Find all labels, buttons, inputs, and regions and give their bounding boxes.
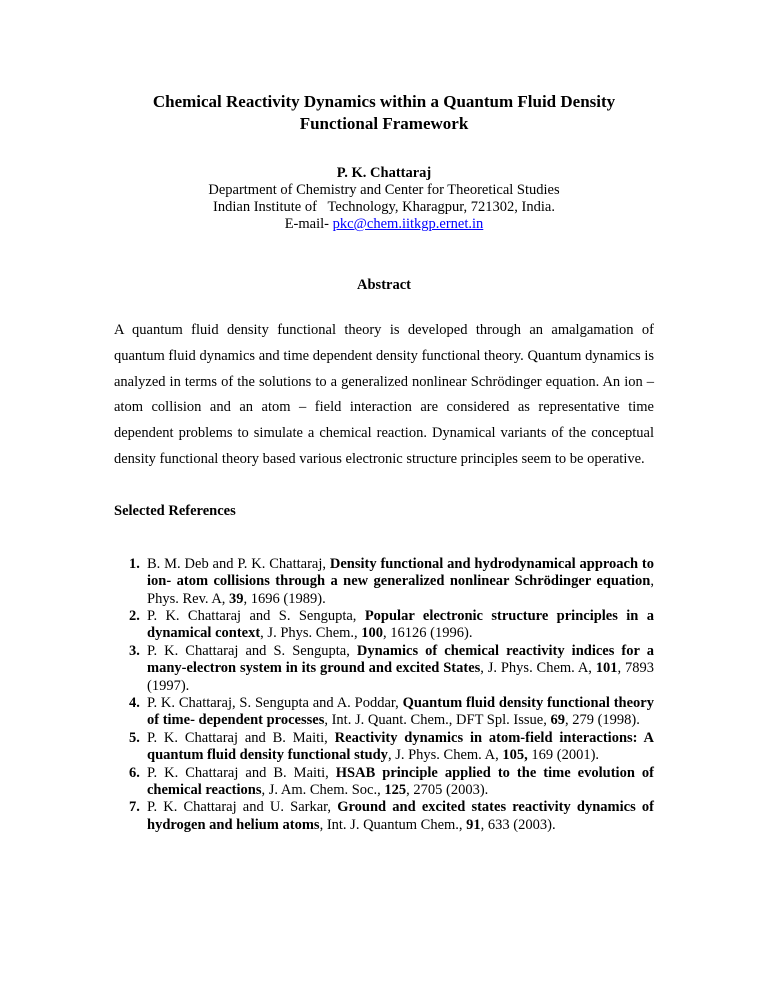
reference-text-segment: , 1696 (1989). [243,590,326,607]
reference-title-segment: 125 [384,782,407,799]
email-line [114,216,654,233]
paper-title: Chemical Reactivity Dynamics within a Quantum Fluid Density Functional Framework [152,92,616,133]
affiliation-line-1: Department of Chemistry and Center for Theoretical Studies [208,182,560,198]
references-heading: Selected References [114,502,236,519]
reference-text-segment: , Int. J. Quant. Chem., DFT Spl. Issue, [324,712,551,729]
reference-title-segment: Dynamics of chemical reactivity indices for a many-electron system in its ground and excited States [147,642,654,677]
reference-text-segment: P. K. Chattaraj and B. Maiti, [147,764,336,781]
reference-item [114,799,654,834]
abstract-text: A quantum fluid density functional theory is developed through an amalgamation of quantum fluid dynamics and time dependent density functional theory. Quantum dynamics is analyzed in terms of the solutions to a generalized nonlinear Schrödinger equation. An ion – atom collision and an atom – field interaction are considered as representative time dependent problems to simulate a chemical reaction. Dynamical variants of the conceptual density functional theory based various electronic structure principles seem to be operative. [114,322,654,467]
reference-text-segment: , 7893 (1997). [147,660,654,694]
author-name: P. K. Chattaraj [336,165,432,181]
reference-number: 5. [129,729,140,746]
reference-item [114,608,654,643]
reference-title-segment: 100 [361,625,384,642]
reference-item [114,643,654,695]
reference-number: 1. [129,555,140,572]
references-list [114,556,654,835]
reference-item [114,730,654,765]
reference-number: 6. [129,764,140,781]
author-block [114,165,654,233]
reference-text-segment: , Int. J. Quantum Chem., [319,816,467,833]
reference-title-segment: Quantum fluid density functional theory of time- dependent processes [147,695,654,729]
email-link[interactable]: pkc@chem.iitkgp.ernet.in [332,216,484,232]
reference-number: 2. [129,608,140,624]
reference-text-segment: , J. Am. Chem. Soc., [261,782,385,799]
reference-title-segment: 105, [502,747,528,764]
reference-title-segment: 69 [550,712,565,729]
reference-title-segment: 39 [229,590,244,607]
reference-number: 3. [129,642,140,659]
abstract-heading: Abstract [357,277,411,293]
affiliation-line-2: Indian Institute of Technology, Kharagpur, 721302, India. [213,199,555,215]
reference-text-segment: , J. Phys. Chem., [260,625,362,642]
reference-text-segment: 169 (2001). [527,747,600,764]
reference-item [114,765,654,800]
reference-text-segment: P. K. Chattaraj and S. Sengupta, [147,642,357,659]
reference-title-segment: Popular electronic structure principles in a dynamical context [147,608,654,642]
reference-text-segment: , 279 (1998). [564,712,640,729]
reference-text-segment: P. K. Chattaraj, S. Sengupta and A. Poddar, [147,695,403,712]
reference-text-segment: P. K. Chattaraj and U. Sarkar, [147,799,338,816]
reference-item [114,556,654,608]
reference-text-segment: , 2705 (2003). [406,782,489,799]
reference-item [114,695,654,730]
reference-title-segment: Reactivity dynamics in atom-field interactions: A quantum fluid density functional study [147,729,654,764]
email-label: E-mail- [284,216,333,232]
reference-text-segment: P. K. Chattaraj and B. Maiti, [147,729,335,746]
reference-title-segment: Ground and excited states reactivity dynamics of hydrogen and helium atoms [147,799,654,833]
reference-title-segment: Density functional and hydrodynamical approach to ion- atom collisions through a new generalized nonlinear Schrödinger equation [147,555,654,590]
reference-title-segment: 91 [466,816,481,833]
reference-title-segment: 101 [595,660,618,677]
reference-text-segment: , Phys. Rev. A, [147,573,654,607]
reference-text-segment: , 633 (2003). [480,816,556,833]
reference-text-segment: B. M. Deb and P. K. Chattaraj, [147,555,330,572]
reference-text-segment: P. K. Chattaraj and S. Sengupta, [147,608,365,624]
reference-text-segment: , J. Phys. Chem. A, [387,747,503,764]
reference-number: 4. [129,695,140,712]
reference-title-segment: HSAB principle applied to the time evolution of chemical reactions [147,764,654,799]
reference-text-segment: , J. Phys. Chem. A, [480,660,596,677]
reference-text-segment: , 16126 (1996). [383,625,473,642]
reference-number: 7. [129,799,140,816]
